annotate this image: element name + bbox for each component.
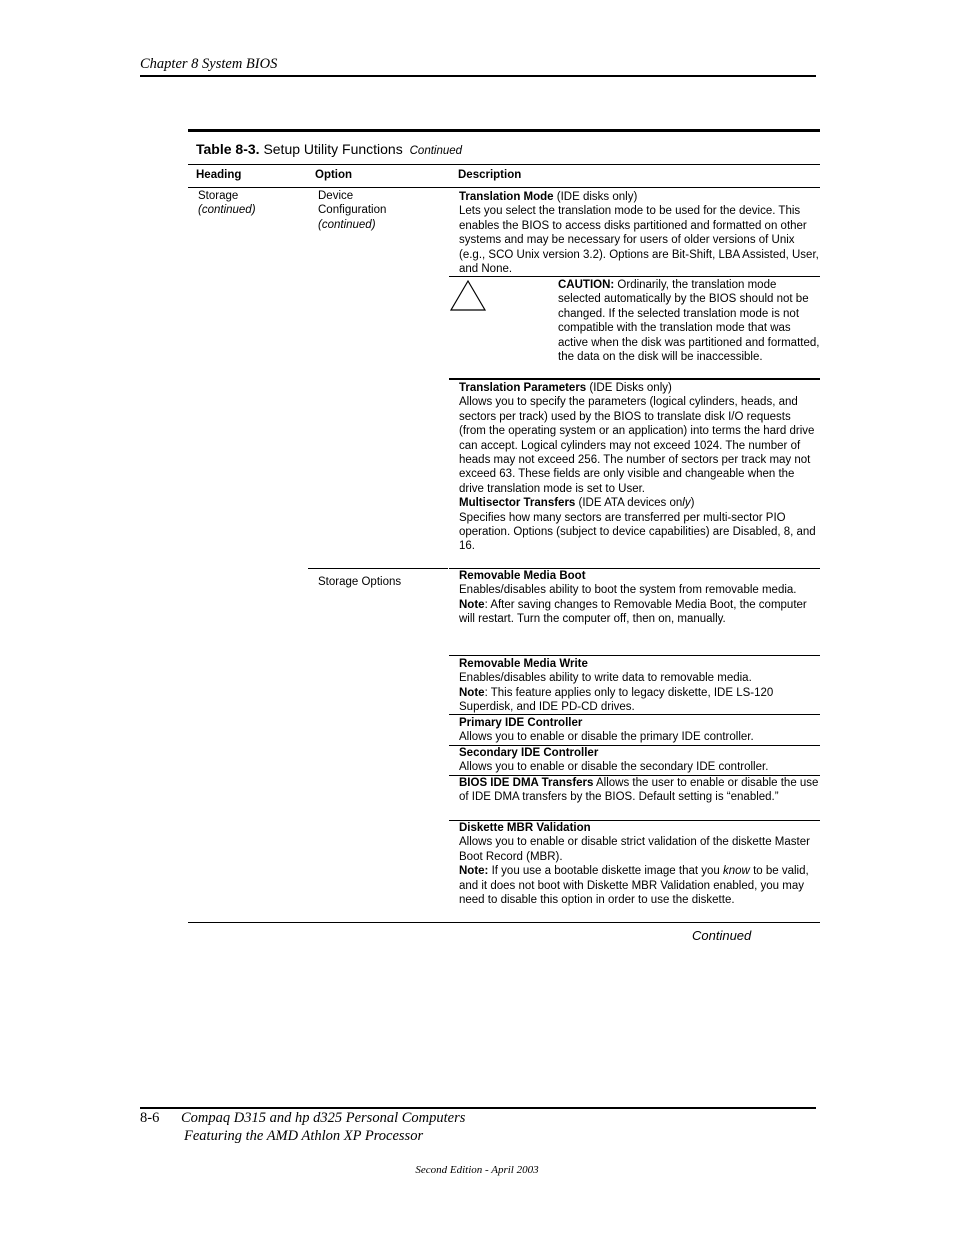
bios-dma-title: BIOS IDE DMA Transfers (459, 777, 594, 789)
primary-ide-body: Allows you to enable or disable the primary IDE controller. (459, 731, 754, 744)
translation-parameters-body: Allows you to specify the parameters (logical cylinders, heads, and sectors per track) used by the BIOS to translate disk I/O requests (from the operating system or an application) into terms the hard drive can accept. Logical cylinders may not exceed 1024. The number of heads may not exceed 256. The number of sectors per track may not exceed 63. These fields are only visible and changeable when the drive translation mode is set to User. (459, 396, 815, 495)
desc-diskette-mbr-validation (459, 821, 819, 907)
column-heading-heading: Heading (196, 169, 242, 181)
removable-write-body: Enables/disables ability to write data to removable media. (459, 672, 752, 685)
diskette-mbr-title: Diskette MBR Validation (459, 822, 591, 834)
desc-translation-parameters (459, 381, 819, 554)
diskette-mbr-note-label: Note: (459, 865, 489, 878)
desc-removable-media-write (459, 657, 819, 715)
secondary-ide-title: Secondary IDE Controller (459, 747, 599, 759)
translation-mode-body: Lets you select the translation mode to be used for the device. This enables the BIOS to access disks partitioned and formatted on other systems and may be necessary for users of older versions of Unix (e.g., SCO Unix version 3.2). Options are Bit-Shift, LBA Assisted, User, and None. (459, 205, 819, 276)
caution-label: CAUTION: (558, 279, 615, 291)
column-heading-description: Description (458, 169, 522, 181)
diskette-mbr-note (459, 864, 819, 907)
footer-title-line1: Compaq D315 and hp d325 Personal Computers (181, 1110, 466, 1126)
table-bottom-rule (188, 922, 820, 923)
desc-rule-3 (449, 655, 820, 656)
table-caption (196, 141, 462, 157)
column-heading-option: Option (315, 169, 353, 181)
primary-ide-title: Primary IDE Controller (459, 717, 583, 729)
desc-bios-ide-dma-transfers (459, 776, 819, 805)
removable-boot-title: Removable Media Boot (459, 570, 586, 582)
multisector-qualifier-b: ly (682, 497, 691, 510)
caption-rule (188, 164, 820, 165)
caution-note (558, 278, 820, 364)
table-top-rule (188, 129, 820, 132)
heading-storage-label: Storage (198, 190, 239, 202)
footer-rule (140, 1107, 816, 1109)
table-caption-continued: Continued (409, 145, 463, 157)
option-cell-device-configuration (318, 189, 448, 232)
multisector-qualifier-c: ) (690, 497, 695, 510)
translation-parameters-title: Translation Parameters (459, 382, 587, 394)
multisector-title: Multisector Transfers (459, 497, 576, 510)
header-row-rule (188, 187, 820, 188)
option-cell-storage-options: Storage Options (318, 576, 402, 588)
secondary-ide-body: Allows you to enable or disable the secondary IDE controller. (459, 761, 769, 774)
translation-mode-qualifier: (IDE disks only) (553, 191, 638, 203)
caution-triangle-icon (449, 279, 487, 313)
multisector-body: Specifies how many sectors are transferred per multi-sector PIO operation. Options (subject to device capabilities) are Disabled, 8, and 16. (459, 511, 816, 553)
bios-dma-body: Allows the user to enable or disable the use of IDE DMA transfers by the BIOS. Default setting is “enabled.” (459, 777, 819, 804)
diskette-mbr-note-a: If you use a bootable diskette image that you (488, 865, 724, 878)
diskette-mbr-note-em: know (723, 865, 750, 878)
chapter-title: Chapter 8 System BIOS (140, 56, 278, 72)
desc-rule-4 (449, 714, 820, 715)
heading-storage-continued: (continued) (198, 204, 256, 217)
table-caption-label: Table 8-3. (196, 141, 260, 157)
option-device-line2: Configuration (318, 204, 387, 217)
header-rule (140, 75, 816, 77)
desc-primary-ide-controller (459, 716, 819, 745)
desc-removable-media-boot (459, 569, 819, 627)
option-device-continued: (continued) (318, 218, 376, 231)
table-caption-title: Setup Utility Functions (263, 141, 403, 157)
table-continued-label: Continued (692, 928, 752, 943)
footer-edition: Second Edition - April 2003 (415, 1164, 539, 1176)
diskette-mbr-body: Allows you to enable or disable strict validation of the diskette Master Boot Record (MBR). (459, 836, 810, 863)
removable-boot-note-label: Note (459, 598, 485, 611)
footer-title-line2: Featuring the AMD Athlon XP Processor (184, 1128, 424, 1144)
removable-write-note-text: : This feature applies only to legacy diskette, IDE LS-120 Superdisk, and IDE PD-CD drives. (459, 686, 774, 714)
desc-rule-1 (449, 276, 820, 277)
option-divider-rule (308, 568, 448, 569)
removable-write-note (459, 686, 819, 715)
translation-parameters-qualifier: (IDE Disks only) (586, 382, 672, 394)
removable-boot-note (459, 598, 819, 627)
page-number: 8-6 (140, 1110, 160, 1126)
desc-secondary-ide-controller (459, 746, 819, 775)
removable-write-title: Removable Media Write (459, 658, 588, 670)
heading-cell-storage (198, 189, 308, 218)
removable-write-note-label: Note (459, 686, 485, 699)
translation-mode-title: Translation Mode (459, 191, 554, 203)
removable-boot-note-text: : After saving changes to Removable Media Boot, the computer will restart. Turn the computer off, then on, manually. (459, 598, 807, 626)
option-device-line1: Device (318, 190, 354, 202)
desc-translation-mode (459, 190, 819, 276)
caution-body: Ordinarily, the translation mode selected automatically by the BIOS should not be changed. If the selected translation mode is not compatible with the translation mode that was active when the disk was partitioned and formatted, the data on the disk will be inaccessible. (558, 279, 820, 364)
diskette-mbr-note-b: to be valid, and it does not boot with Diskette MBR Validation enabled, you may need to disable this option in order to use the diskette. (459, 865, 809, 907)
multisector-qualifier-a: (IDE ATA devices on (575, 497, 683, 510)
removable-boot-body: Enables/disables ability to boot the system from removable media. (459, 584, 797, 597)
caution-bottom-rule (449, 378, 820, 380)
